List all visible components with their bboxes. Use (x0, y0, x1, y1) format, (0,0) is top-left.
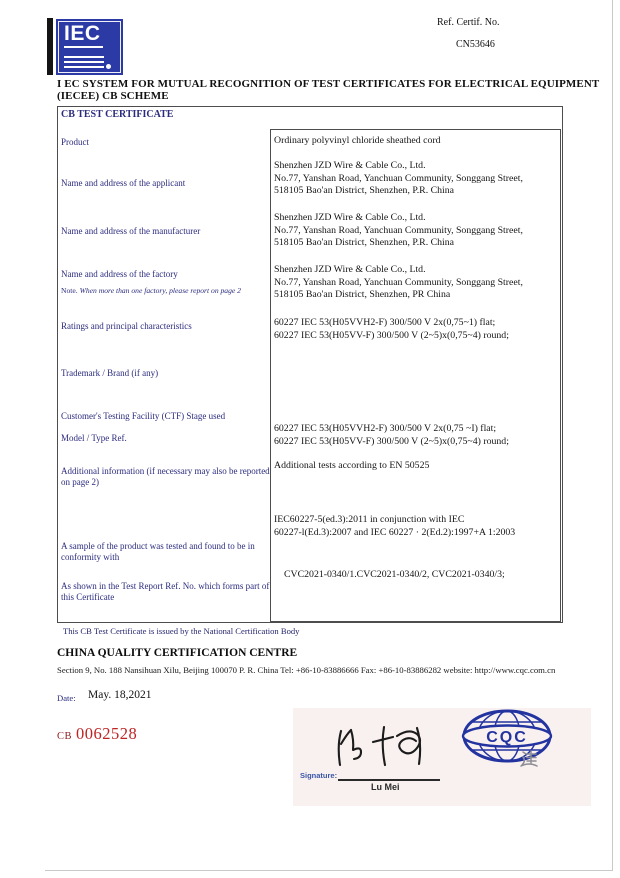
cb-number: 0062528 (76, 724, 138, 743)
manufacturer-line1: Shenzhen JZD Wire & Cable Co., Ltd. (274, 212, 426, 223)
applicant-line1: Shenzhen JZD Wire & Cable Co., Ltd. (274, 160, 426, 171)
factory-note-prefix: Note. (61, 286, 80, 295)
date-label: Date: (57, 693, 76, 703)
iec-logo-box (56, 19, 123, 75)
iec-logo-line (64, 61, 104, 63)
factory-note-text: When more than one factory, please report on page 2 (79, 286, 241, 295)
test-report-label-line1: As shown in the Test Report Ref. No. which forms part of (61, 581, 270, 591)
ref-certif-no-value: CN53646 (456, 39, 495, 50)
signature-line (338, 779, 440, 781)
stamp-character (519, 749, 539, 769)
iec-logo (47, 18, 127, 76)
applicant-line3: 518105 Bao'an District, Shenzhen, P.R. China (274, 185, 454, 197)
iec-logo-line (64, 66, 104, 68)
conformity-value (274, 514, 515, 539)
manufacturer-address (274, 212, 523, 250)
handwritten-signature (329, 722, 444, 774)
ratings-label: Ratings and principal characteristics (61, 321, 192, 331)
issued-by-statement: This CB Test Certificate is issued by the National Certification Body (63, 626, 300, 636)
model-line2: 60227 IEC 53(H05VV-F) 300/500 V (2~5)x(0,75~4) round; (274, 435, 509, 447)
conformity-label-line2: conformity with (61, 552, 120, 562)
applicant-address (274, 160, 523, 198)
model-line1: 60227 IEC 53(H05VVH2-F) 300/500 V 2x(0,75 ~I) flat; (274, 423, 497, 434)
product-value: Ordinary polyvinyl chloride sheathed cord (274, 135, 441, 146)
iec-logo-line (64, 56, 104, 58)
ref-certif-no-label: Ref. Certif. No. (437, 17, 500, 28)
factory-note (61, 286, 241, 295)
iec-logo-text: IEC (64, 22, 103, 48)
certificate-table (57, 106, 563, 623)
iec-logo-spine (47, 18, 53, 75)
scheme-title-line1: I EC SYSTEM FOR MUTUAL RECOGNITION OF TEST CERTIFICATES FOR ELECTRICAL EQUIPMENT (57, 78, 600, 90)
factory-label: Name and address of the factory (61, 269, 178, 279)
manufacturer-label: Name and address of the manufacturer (61, 226, 201, 236)
additional-info-label-line1: Additional information (if necessary may also be reported (61, 466, 270, 476)
trademark-label: Trademark / Brand (if any) (61, 368, 159, 378)
conformity-label-line1: A sample of the product was tested and found to be in (61, 541, 255, 551)
additional-info-value: Additional tests according to EN 50525 (274, 460, 430, 471)
signatory-name: Lu Mei (371, 782, 400, 792)
test-report-label-line2: this Certificate (61, 592, 115, 602)
cqc-logo (461, 709, 553, 763)
conformity-line1: IEC60227-5(ed.3):2011 in conjunction with IEC (274, 514, 465, 525)
model-value (274, 423, 509, 448)
factory-line2: No.77, Yanshan Road, Yanchuan Community, Songgang Street, (274, 276, 523, 288)
ratings-line1: 60227 IEC 53(H05VVH2-F) 300/500 V 2x(0,75~1) flat; (274, 317, 496, 328)
scheme-title-line2: (IECEE) CB SCHEME (57, 90, 169, 102)
manufacturer-line3: 518105 Bao'an District, Shenzhen, P.R. China (274, 237, 454, 249)
conformity-line2: 60227-l(Ed.3):2007 and IEC 60227 · 2(Ed.2):1997+A 1:2003 (274, 526, 516, 538)
product-label: Product (61, 137, 89, 147)
ratings-line2: 60227 IEC 53(H05VV-F) 300/500 V (2~5)x(0,75~4) round; (274, 329, 509, 341)
signature-stamp-block (293, 708, 591, 806)
cb-certificate-number (57, 724, 137, 744)
applicant-label: Name and address of the applicant (61, 178, 186, 188)
factory-address (274, 264, 523, 302)
certificate-title: CB TEST CERTIFICATE (61, 109, 174, 120)
manufacturer-line2: No.77, Yanshan Road, Yanchuan Community, Songgang Street, (274, 224, 523, 236)
applicant-line2: No.77, Yanshan Road, Yanchuan Community, Songgang Street, (274, 172, 523, 184)
page-scan-edge-bottom (45, 870, 613, 871)
test-report-value: CVC2021-0340/1.CVC2021-0340/2, CVC2021-0340/3; (284, 569, 505, 580)
ratings-value (274, 317, 509, 342)
page-scan-edge-right (612, 0, 613, 871)
factory-line3: 518105 Bao'an District, Shenzhen, PR China (274, 289, 451, 301)
cqc-logo-text: CQC (486, 729, 528, 746)
signature-label: Signature: (300, 771, 338, 780)
additional-info-label-line2: on page 2) (61, 477, 99, 487)
ncb-address: Section 9, No. 188 Nansihuan Xilu, Beijing 100070 P. R. China Tel: +86-10-83886666 Fax: +86-10-83886282 website: http://www.cqc.com.cn (57, 665, 556, 675)
ctf-label: Customer's Testing Facility (CTF) Stage used (61, 411, 226, 421)
value-column-box (270, 129, 561, 622)
ncb-name: CHINA QUALITY CERTIFICATION CENTRE (57, 647, 298, 659)
cb-prefix: CB (57, 731, 73, 742)
factory-line1: Shenzhen JZD Wire & Cable Co., Ltd. (274, 264, 426, 275)
iec-logo-dot (106, 64, 111, 69)
model-label: Model / Type Ref. (61, 433, 127, 443)
date-value: May. 18,2021 (88, 689, 152, 701)
